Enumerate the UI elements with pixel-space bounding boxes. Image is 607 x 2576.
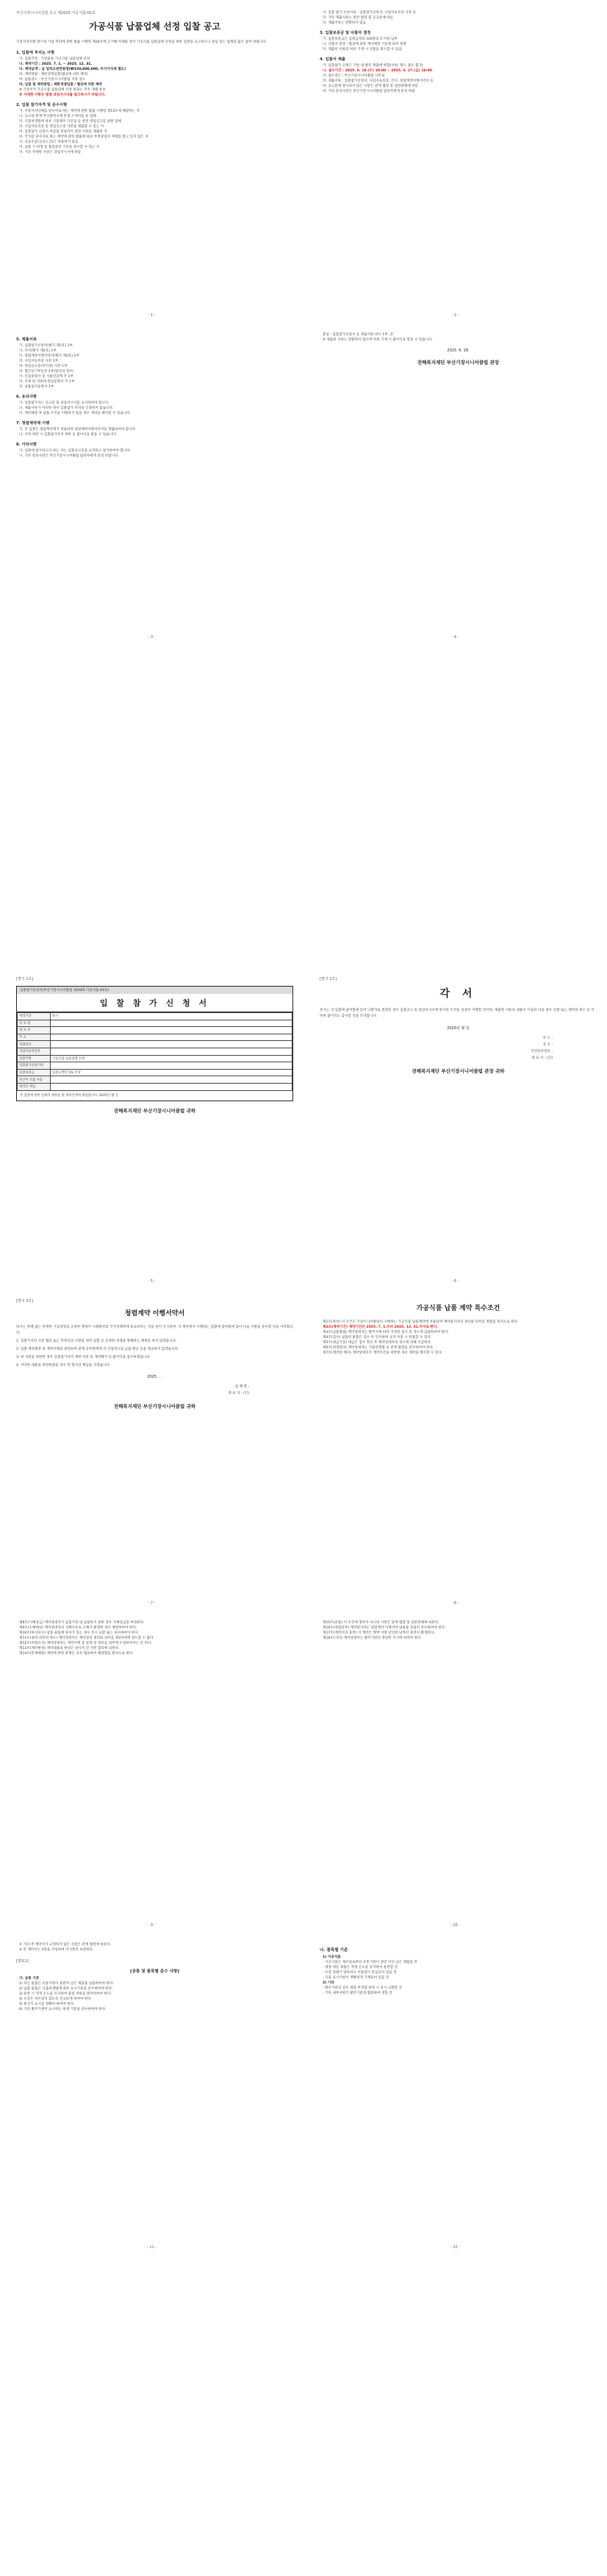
text-line: 가. 입찰참가자는 공고문 및 과업지시서를 숙지하여야 합니다. [19,401,109,405]
text-line: 제6조(위생관리) 계약상대자는 식품위생법 등 관계 법령을 준수하여야 한다. [323,1346,434,1350]
form-field-label: 사업자등록번호 [18,1048,51,1055]
text-line: 제18조(기타) 계약상대자는 발주기관의 정당한 지시에 따라야 한다. [323,1636,423,1640]
section-heading: 6. 유의사항 [16,395,37,399]
form-field-value [51,1048,292,1055]
text-line: 3) 운반 시 적정 온도를 유지하여 품질 저하를 방지하여야 한다. [19,1992,112,1996]
form-row [18,1076,292,1084]
text-line: - 냉장·냉동 제품은 적정 온도를 유지하여 운반할 것 [323,1966,398,1969]
intro-paragraph: 기장지역자활 탈시성 사업 학의에 관한 법률 시행령 제26조에 근거해 아래와 같이 가공식품 납품업체 선정을 위한 입찰을 공고하오니 관심 있는 업체의 많은 참여 바랍니다. [16,40,267,44]
text-line: 제4조(검수) 납품된 물품은 검수 후 인수하며 규격 미달 시 반품할 수 있다. [323,1336,432,1339]
closing-lines [320,332,597,343]
form-title: 청렴계약 이행서약서 [124,1310,185,1317]
text-line: 1) 가공식품 [323,1956,341,1959]
closing-lines [16,1942,293,1953]
text-line: 사. 인감증명서 및 사용인감계 각 1부 [19,375,73,379]
document-page-1 [0,0,304,322]
attachment-label: [별표1] [16,1959,29,1964]
text-line: 가. 본 입찰은 청렴계약제가 적용되며 청렴계약이행서약서를 제출하여야 합니다. [19,428,137,432]
text-line: 다. 기타 제출서류는 관련 법령 및 공고문에 따름 [323,16,393,20]
text-line: 가. 입찰건명 : 가장물류 가공식품 납품업체 선정 [19,57,90,61]
form-row [18,1062,292,1070]
text-line: 사. 공동수급(공동도급)은 허용하지 않음 [19,140,79,144]
pledge-paragraph: 3. 위 사항을 위반한 경우 입찰참가자격 제한 처분 및 계약해지 등 불이익을 감수하겠습니다. [16,1356,151,1359]
section-list [320,10,597,94]
text-line: 다. 계약금액 : 금 일억오천만원정(₩150,000,000, 부가가치세 별도) [19,68,126,71]
form-title: 각 서 [439,988,477,1000]
page-number: - 4 - [451,635,459,640]
section-heading: 2. 입찰 참가자격 및 준수사항 [16,103,68,107]
form-row [18,1069,292,1076]
page-number: - 10 - [450,1923,461,1928]
text-line: ※ 기장지역 가공식품 납품업체 선정 결과는 추후 개별 통보 [19,88,106,92]
form-row [18,1055,292,1062]
text-line: 마. 입찰참가 신청서 마감일 전일까지 관련 서류를 제출한 자 [19,130,107,134]
form-field-value [51,1041,292,1048]
text-line: 1) 모든 물품은 유통기한이 충분히 남은 제품을 납품하여야 한다. [19,1982,114,1986]
page-title: 가공식품 납품업체 선정 입찰 공고 [88,21,220,32]
form-field-value: 입찰금액의 5% 이상 [51,1069,292,1076]
text-line: 라. 제출서류는 반환하지 않음 [323,21,367,25]
text-line: - 기타 세부사항은 발주기관과 협의하여 정할 것 [323,1992,392,1995]
text-line: 제2조(계약기간) 계약기간은 2025. 7. 1.부터 2025. 12. 31.까지로 한다. [323,1325,439,1329]
text-line: 다. 청렴계약이행서약서(별지 제3호) 1부 [19,354,79,358]
article-list [320,1320,597,1356]
text-line: 제14조(분쟁해결) 계약에 관한 분쟁은 상호 협의하여 해결함을 원칙으로 한다. [19,1652,134,1656]
document-page-6 [304,966,607,1288]
signature-block [320,1035,553,1062]
contract-title: 가공식품 납품 계약 특수조건 [416,1305,500,1312]
text-line: 라. 사업자등록증 및 영업신고증 사본을 제출할 수 있는 자 [19,125,104,129]
pledge-paragraph: 1. 입찰가격의 사전 협의 또는 특정인의 낙찰을 위한 담합 등 공정한 경쟁을 방해하는 행위를 하지 않겠습니다. [16,1339,177,1343]
form-field-value [51,1027,292,1034]
text-line: 나. 각서(별지 제2호) 1부 [19,349,57,353]
text-line: 5) 원산지 표시를 정확히 하여야 한다. [19,2003,75,2006]
text-line: 바. 국가를 당사자로 하는 계약에 관한 법률에 따른 부정당업자 제재를 받고 있지 않은 자 [19,135,148,139]
page-number: - 6 - [451,1279,459,1284]
issuer-signature: 전해복지재단 부산기장시니어클럽 관장 [417,359,500,365]
form-field-value: 즉시 [51,1013,292,1020]
form-row [18,1083,292,1090]
form-field-label: 상 호 명 [18,1020,51,1027]
attachment-title: [공통 및 품목별 준수 사항] [130,1969,179,1974]
section-heading: 3. 입찰보증금 및 낙찰자 결정 [320,31,371,35]
notice-number: 부산기장시니어클럽 공고 제2025-가공식품-01호 [16,11,96,15]
text-line: ⑥ 본 계약서는 2통을 작성하여 각 1통씩 보관한다. [19,1948,94,1952]
text-line: 나. 서약 위반 시 입찰참가자격 제한 등 불이익을 받을 수 있습니다. [19,433,117,437]
form-field-label: 입찰건명 [18,1055,51,1062]
text-line: 제7조(계약의 해지) 계약상대자가 계약조건을 위반한 경우 계약을 해지할 수 있다. [323,1351,443,1355]
text-line: 다. 접수장소 : 부산기장시니어클럽 사무실 [323,74,385,78]
page-number: - 9 - [148,1923,156,1928]
text-line: 2) 기타 [323,1981,334,1985]
text-line: 라. 제출서류 : 입찰참가신청서, 사업자등록증, 각서, 청렴계약이행서약서 등 [323,79,434,83]
text-line: 다. 식품위생법에 따른 식품제조·가공업 등 관련 영업신고를 필한 업체 [19,120,121,124]
form-table [17,1012,292,1091]
text-line: 마. 납품장소 : 부산기장시니어클럽 지정 장소 [19,78,86,82]
form-field-label: 대리인 위임 [18,1083,51,1090]
text-line: 나. 계약기간 : 2025. 7. 1. ~ 2025. 12. 31. [19,62,93,66]
document-page-4 [304,322,607,644]
form-title: 입 찰 참 가 신 청 서 [17,994,292,1012]
text-line: 가. 지방자치단체를 당사자로 하는 계약에 관한 법률 시행령 제13조에 해당하는 자 [19,110,140,113]
text-line: 마. 공고문에 명시되지 않은 사항은 관계 법령 및 일반관례에 따름 [323,85,418,88]
article-list [320,1620,597,1641]
requirement-list [16,1976,293,2012]
page-number: - 5 - [148,1279,156,1284]
text-line: 다. 제출된 서류의 허위 기재 시 낙찰을 취소할 수 있음 [323,48,402,51]
form-addressee: 전해복지재단 부산기장시니어클럽 관장 귀하 [412,1068,505,1074]
text-line: 제5조(대금지급) 대금은 검수 완료 후 계약상대자의 청구에 의해 지급한다. [323,1341,432,1345]
document-page-8 [304,1288,607,1610]
section-heading: 8. 기타사항 [16,443,37,447]
form-field-value [51,1062,292,1070]
text-line: - 발주기관의 검수 결과 부적합 판정 시 즉시 교환할 것 [323,1986,402,1990]
document-page-10 [304,1610,607,1932]
text-line: - 식품 표시사항이 정확하게 기재되어 있을 것 [323,1976,389,1980]
text-line: 라. 사업자등록증 사본 1부 [19,359,59,363]
section-heading: 4. 입찰서 제출 [320,57,345,62]
form-field-value [51,1083,292,1090]
page-number: - 11 - [146,2245,157,2250]
document-page-5 [0,966,304,1288]
form-field-label: 전화번호 [18,1041,51,1048]
form-top-caption: 입찰참가신청서(부산기장시니어클럽 제2025-가공식품-01호) [17,987,292,994]
text-line: 나. 기타 문의사항은 부산기장시니어클럽 담당자에게 문의 바랍니다. [19,454,119,458]
text-line: - 포장 상태가 양호하고 이물질이 혼입되지 않을 것 [323,1971,397,1975]
text-line: 아. 납품 시 위생 및 품질관리 기준을 준수할 수 있는 자 [19,146,100,149]
text-line: 자. 납품실적증명서 1부 [19,385,54,389]
text-line: 다. 계약체결 후 납품 조건을 이행하지 않을 경우 계약을 해지할 수 있습니다. [19,412,132,415]
text-line: 가. 입찰참가 신청은 기한 내 방문 제출에 한함(우편, 팩스 접수 불가) [323,64,423,68]
form-row [18,1041,292,1048]
text-line: ※ 자세한 사항은 별첨 과업지시서를 참고하시기 바랍니다. [19,93,106,97]
signature-block [16,1384,249,1397]
text-line: ⑤ 기타 본 계약서가 규정하지 않은 사항은 관계 법령에 따른다. [19,1943,112,1947]
notice-date: 2025. 6. 18. [447,348,470,353]
text-line: 바. 기타 문의사항은 부산기장시니어클럽 담당자에게 문의 바람 [323,90,415,93]
section-list [16,336,293,459]
section-list [16,49,293,155]
article-list [16,1620,293,1656]
form-field-label: 입찰보증금 [18,1069,51,1076]
form-field-value [51,1034,292,1041]
text-line: - 가공식품은 제조일로부터 유통기한이 절반 이상 남은 제품일 것 [323,1961,417,1964]
form-addressee: 전해복지재단 부산기장시니어클럽 귀하 [113,1403,196,1409]
section-heading: 나. 품목별 기준 [320,1948,348,1953]
form-field-label: 주 소 [18,1034,51,1041]
text-line: 제11조(권리·의무의 양도) 계약상대자는 계약상의 권리와 의무를 제3자에게 양도할 수 없다. [19,1636,154,1640]
text-line: 자. 기타 자세한 사항은 과업지시서에 따름 [19,151,82,154]
form-row [18,1013,292,1020]
signature-field: 대 표 자 : (인) [228,1392,249,1395]
page-number: - 12 - [450,2245,461,2250]
document-page-11 [0,1932,304,2254]
text-line: 제8조(지체상금) 계약상대자가 납품기한 내 납품하지 못한 경우 지체상금을 부과한다. [19,1621,145,1625]
text-line: 마. 영업신고증(허가증) 사본 1부 [19,365,68,368]
text-line: 가. 공통 기준 [19,1977,40,1981]
form-note: 본 입찰에 관한 일체의 권한을 위 대리인에게 위임합니다. 2025년 월 일 [20,1093,118,1098]
document-page-12 [304,1932,607,2254]
text-line: 라. 계약방법 : 제한경쟁입찰(협상에 의한 계약) [19,73,88,76]
text-line: 6) 기타 발주기관이 요구하는 위생 기준을 준수하여야 한다. [19,2008,107,2011]
text-line: 제17조(계약서의 효력) 이 계약은 쌍방 서명 날인한 날부터 효력이 발생한다. [323,1631,435,1635]
page-number: - 3 - [148,635,156,640]
text-line: 2) 납품 물품은 식품위생법에 따른 표시기준을 준수하여야 한다. [19,1987,113,1991]
document-page-9 [0,1610,304,1932]
form-label: [별지 3호] [16,1299,34,1303]
text-line: 제10조(하자보수) 납품 물품에 하자가 있는 경우 즉시 교환 또는 보수하여야 한다. [19,1631,140,1635]
text-line: 나. 제출서류가 미비한 경우 입찰참가 자격을 인정하지 않습니다. [19,407,114,410]
text-line: 아. 국세 및 지방세 완납증명서 각 1부 [19,380,75,384]
form-field-label: 대 표 자 [18,1027,51,1034]
text-line: 제16조(청렴의무) 계약당사자는 청렴계약 이행서약 내용을 성실히 준수하여야 한다. [323,1626,446,1630]
form-field-value: 가공식품 납품업체 선정 [51,1055,292,1062]
form-field-value [51,1076,292,1084]
form-label: [별지 2호] [320,977,337,981]
text-line: 제15조(준용) 이 조건에 정하지 아니한 사항은 관계 법령 및 일반관례에 따른다. [323,1621,439,1625]
page-number: - 2 - [451,313,459,318]
form-label: [별지 1호] [16,977,34,981]
pledge-paragraph: 2. 입찰·계약체결 및 계약이행과 관련하여 관계 공무원에게 직·간접적으로 금품·향응 등을 제공하지 않겠습니다. [16,1348,179,1351]
text-line: 제12조(비밀유지) 계약상대자는 계약이행 중 알게 된 정보를 외부에 누설하여서는 안 된다. [19,1642,152,1645]
section-heading: 7. 청렴계약제 이행 [16,421,50,426]
text-line: 가. 입찰참가신청서(별지 제1호) 1부 [19,344,73,348]
form-row [18,1027,292,1034]
text-line: 바. 입찰 및 계약방법 : 제한경쟁입찰 / 협상에 의한 계약 [19,83,102,87]
form-date: 2025년 월 일 [447,1026,470,1031]
text-line: 나. 접수기간 : 2025. 6. 18.(수) 10:00 ~ 2025. 6. 27.(금) 16:00 [323,69,432,73]
form-field-label: 입찰참가신청기한 [18,1062,51,1070]
document-page-7 [0,1288,304,1610]
pledge-body: 본사는 귀 입찰에 참여함에 있어 낙찰자로 결정된 경우 입찰공고 및 과업지시서에 명시된 조건을 성실히 이행할 것이며, 제출한 서류의 내용이 사실과 다를 경우 낙찰 또는 계약의 취소 등 어떠한 불이익도 감수할 것을 각서합니다. [320,1009,595,1018]
text-line: ※ 제출된 서류는 반환하지 않으며 허위 기재 시 불이익을 받을 수 있습니다. [323,338,434,342]
text-line: 제3조(납품방법) 계약상대자는 발주서에 따라 지정된 일시 및 장소에 납품하여야 한다. [323,1331,449,1334]
pledge-body [16,1325,293,1369]
signature-field: 상 호 : [542,1043,553,1047]
text-line: 제9조(손해배상) 계약상대자의 귀책사유로 손해가 발생한 경우 배상하여야 한다. [19,1626,137,1630]
form-field-value [51,1020,292,1027]
text-line: 붙임 : 입찰참가신청서 등 제출서류 양식 1부. 끝. [323,333,395,337]
signature-field: 대 표 자 : (인) [531,1056,553,1060]
page-number: - 8 - [451,1601,459,1606]
pledge-paragraph: 당사는 부패 없는 투명한 기업경영과 공정한 행정이 사회발전과 국가경쟁력에 중요하다는 것을 깊이 인식하며, 귀 재단에서 시행하는 입찰에 참여함에 있어 다음 사항을 준수할 것을 서약합니다. [16,1325,293,1335]
text-line: 제1조(목적) 이 조건은 기장시니어클럽이 시행하는 가공식품 납품계약에 적용되며 계약당사자의 권리와 의무를 정함을 목적으로 한다. [323,1320,519,1324]
text-line: 제13조(계약변경) 계약내용의 변경은 당사자 간 서면 합의에 의한다. [19,1647,120,1650]
text-line: 나. 낙찰자 결정 : 협상에 의한 계약체결 기준에 따라 결정 [323,43,406,46]
text-line: 가. 입찰보증금은 입찰금액의 100분의 5 이상 납부 [323,37,398,41]
text-line: 바. 법인등기부등본 1부(법인의 경우) [19,370,74,373]
pledge-paragraph: 4. 서약한 내용을 위반하였을 경우 민·형사상 책임을 지겠습니다. [16,1364,111,1367]
application-form [16,986,293,1101]
form-addressee: 전해복지재단 부산기장시니어클럽 귀하 [113,1107,196,1114]
section-heading: 5. 제출서류 [16,337,37,342]
text-line: 나. 공고일 현재 부산광역시에 본점 소재지를 둔 업체 [19,115,96,118]
document-page-3 [0,322,304,644]
requirement-list [320,1955,597,1996]
form-field-label: 본인이 직접 사용 [18,1076,51,1084]
form-row [18,1048,292,1055]
form-field-label: 처리기간 [18,1013,51,1020]
text-line: 나. 입찰 참가 신청서류 : 입찰참가신청서, 사업자등록증 사본 등 [323,11,417,15]
page-number: - 1 - [148,313,156,318]
page-number: - 7 - [148,1601,156,1606]
signature-field: 주 소 : [542,1037,553,1040]
form-row [18,1020,292,1027]
text-line: 가. 입찰에 참가하고자 하는 자는 입찰공고문을 숙지하고 참가하여야 합니다. [19,449,132,453]
document-page-2 [304,0,607,322]
signature-field: 주민등록번호 : [531,1050,553,1053]
section-heading: 1. 입찰에 부치는 사항 [16,51,55,55]
form-row [18,1034,292,1041]
form-date: 2025. . . [147,1375,162,1379]
signature-field: 업 체 명 : [234,1385,249,1389]
text-line: 4) 포장은 파손되지 않도록 견고하게 하여야 한다. [19,1997,93,2001]
